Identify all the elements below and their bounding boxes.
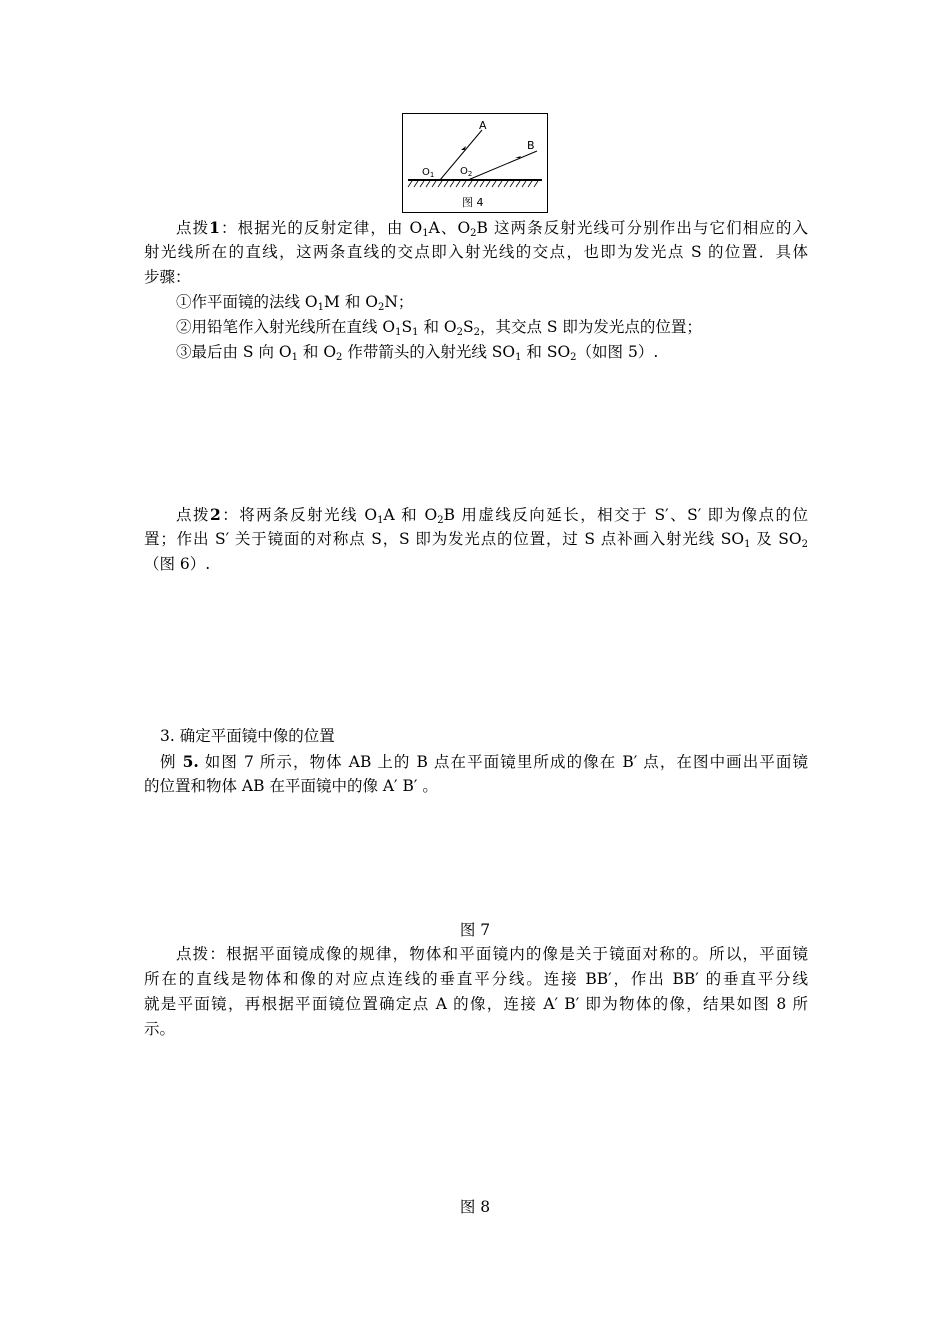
label-o2: $O_2$ <box>460 166 473 178</box>
figure-4-caption: 图 4 <box>462 196 484 209</box>
step-1: ①作平面镜的法线 $O_1M$ 和 $O_2N$； <box>176 293 414 313</box>
hint-3-line-4: 示。 <box>144 1020 176 1038</box>
hint-3-line-2: 所在的直线是物体和像的对应点连线的垂直平分线。连接 BB′，作出 BB′ 的垂直平分线 <box>144 970 808 988</box>
hint-1-line-1: 点拨1：根据光的反射定律，由 $O_1A$、$O_2B$ 这两条反射光线可分别作出与它们相应的入 <box>176 218 808 239</box>
figure-7-caption: 图 7 <box>459 921 491 939</box>
step-2: ②用铅笔作入射光线所在直线 $O_1S_1$ 和 $O_2S_2$，其交点 S 即为发光点的位置； <box>176 318 702 338</box>
section-3-block <box>144 724 808 799</box>
figure-4 <box>402 113 548 213</box>
section-3-title: 3. 确定平面镜中像的位置 <box>160 727 335 745</box>
hint-2-line-3: （图 6）. <box>144 555 211 573</box>
hint-3-line-1: 点拨：根据平面镜成像的规律，物体和平面镜内的像是关于镜面对称的。所以，平面镜 <box>176 945 808 963</box>
hint-2-line-2: 置；作出 S′ 关于镜面的对称点 S，S 即为发光点的位置，过 S 点补画入射光线 $SO_1$ 及 $SO_2$ <box>144 530 808 550</box>
hint-3-line-3: 就是平面镜，再根据平面镜位置确定点 A 的像，连接 A′ B′ 即为物体的像，结果如图 8 所 <box>144 995 808 1013</box>
hint-1-line-3: 步骤： <box>144 268 191 286</box>
hint-1-line-2: 射光线所在的直线，这两条直线的交点即入射光线的交点，也即为发光点 S 的位置．具体 <box>144 243 808 261</box>
example-5-line-2: 的位置和物体 AB 在平面镜中的像 A′ B′ 。 <box>144 777 438 795</box>
step-3: ③最后由 S 向 $O_1$ 和 $O_2$ 作带箭头的入射光线 $SO_1$ 和 $SO_2$（如图 5）. <box>176 343 659 363</box>
label-b: B <box>527 139 535 152</box>
figure-8-caption: 图 8 <box>459 1198 491 1216</box>
hint-2-paragraph <box>144 502 808 577</box>
label-a: A <box>479 119 487 132</box>
hint-3-paragraph <box>144 942 808 1042</box>
example-5-line-1: 例 5. 如图 7 所示，物体 AB 上的 B 点在平面镜里所成的像在 B′ 点，在图中画出平面镜 <box>160 752 808 771</box>
hint-1-paragraph <box>144 215 808 365</box>
hint-2-line-1: 点拨2：将两条反射光线 $O_1A$ 和 $O_2B$ 用虚线反向延长，相交于 S′、S′ 即为像点的位 <box>176 505 808 526</box>
label-o1: $O_1$ <box>422 167 435 179</box>
